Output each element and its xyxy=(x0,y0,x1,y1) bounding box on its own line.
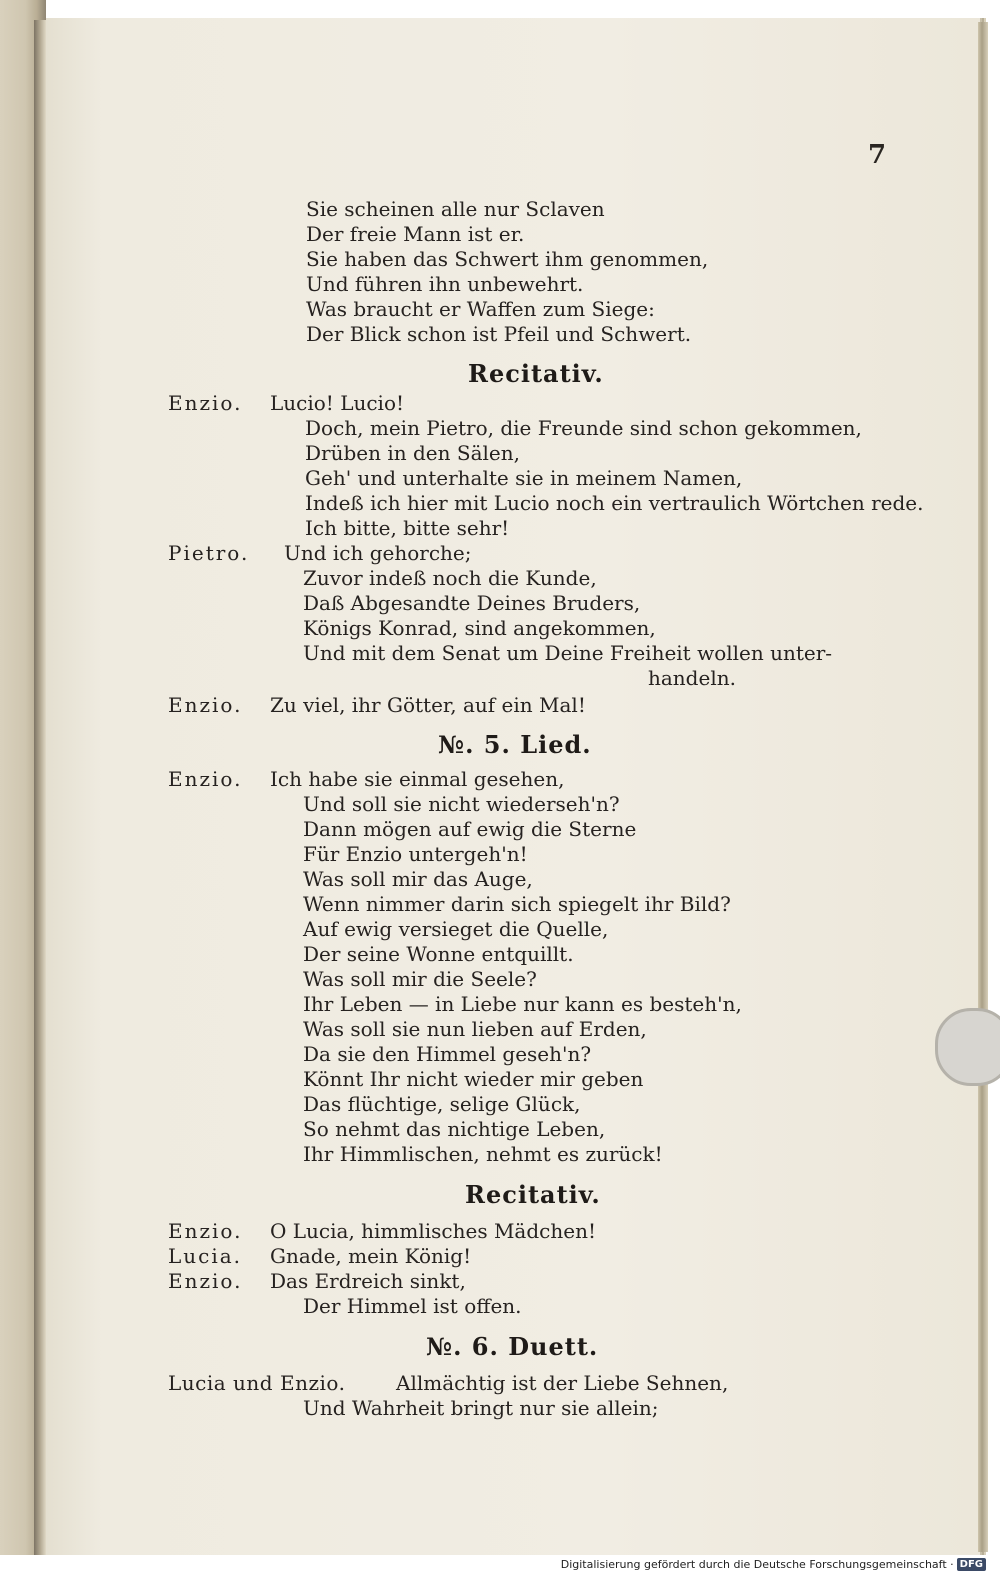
duett-line: Allmächtig ist der Liebe Sehnen, xyxy=(396,1371,729,1395)
lied-line: Dann mögen auf ewig die Sterne xyxy=(303,817,637,841)
verse-line: Der freie Mann ist er. xyxy=(306,222,525,246)
section-heading-recitativ: Recitativ. xyxy=(465,1180,601,1209)
lied-line: Da sie den Himmel geseh'n? xyxy=(303,1042,592,1066)
dialogue-line: Geh' und unterhalte sie in meinem Namen, xyxy=(305,466,743,490)
verse-line: Sie scheinen alle nur Sclaven xyxy=(306,197,605,221)
dialogue-line: Der Himmel ist offen. xyxy=(303,1294,522,1318)
speaker-name-pietro: Pietro. xyxy=(168,541,250,565)
section-heading-no5-lied: №. 5. Lied. xyxy=(438,730,592,759)
footer-credit-text: Digitalisierung gefördert durch die Deutsche Forschungsgemeinschaft · xyxy=(560,1558,954,1571)
verse-line: Und führen ihn unbewehrt. xyxy=(306,272,584,296)
dialogue-line: O Lucia, himmlisches Mädchen! xyxy=(270,1219,596,1243)
verse-line: Was braucht er Waffen zum Siege: xyxy=(306,297,655,321)
section-heading-recitativ: Recitativ. xyxy=(468,359,604,388)
lied-line: Der seine Wonne entquillt. xyxy=(303,942,574,966)
dialogue-line: Zuvor indeß noch die Kunde, xyxy=(303,566,597,590)
page-edge xyxy=(978,22,988,1552)
duett-line: Und Wahrheit bringt nur sie allein; xyxy=(303,1396,659,1420)
lied-line: So nehmt das nichtige Leben, xyxy=(303,1117,606,1141)
lied-line: Was soll mir das Auge, xyxy=(303,867,533,891)
dialogue-line: Und ich gehorche; xyxy=(284,541,472,565)
section-heading-no6-duett: №. 6. Duett. xyxy=(426,1332,599,1361)
lied-line: Was soll sie nun lieben auf Erden, xyxy=(303,1017,647,1041)
book-spine xyxy=(34,20,46,1555)
page-number: 7 xyxy=(868,140,887,170)
dialogue-line: Das Erdreich sinkt, xyxy=(270,1269,466,1293)
dialogue-line: Gnade, mein König! xyxy=(270,1244,472,1268)
lied-line: Für Enzio untergeh'n! xyxy=(303,842,528,866)
lied-line: Das flüchtige, selige Glück, xyxy=(303,1092,581,1116)
dialogue-line: Königs Konrad, sind angekommen, xyxy=(303,616,656,640)
dialogue-line: Drüben in den Sälen, xyxy=(305,441,520,465)
lied-line: Ihr Himmlischen, nehmt es zurück! xyxy=(303,1142,663,1166)
lied-line: Könnt Ihr nicht wieder mir geben xyxy=(303,1067,644,1091)
dialogue-line: Und mit dem Senat um Deine Freiheit wollen unter- xyxy=(303,641,833,665)
speaker-name-enzio: Enzio. xyxy=(168,693,243,717)
speaker-name-enzio: Enzio. xyxy=(168,391,243,415)
lied-line: Und soll sie nicht wiederseh'n? xyxy=(303,792,620,816)
dialogue-line: Daß Abgesandte Deines Bruders, xyxy=(303,591,641,615)
dialogue-line: Indeß ich hier mit Lucio noch ein vertraulich Wörtchen rede. xyxy=(305,491,924,515)
lied-line: Auf ewig versieget die Quelle, xyxy=(303,917,609,941)
dialogue-line: Ich bitte, bitte sehr! xyxy=(305,516,510,540)
dialogue-line: Zu viel, ihr Götter, auf ein Mal! xyxy=(270,693,586,717)
speaker-name-lucia: Lucia. xyxy=(168,1244,243,1268)
lied-line: Ihr Leben — in Liebe nur kann es besteh'n, xyxy=(303,992,742,1016)
lied-line: Wenn nimmer darin sich spiegelt ihr Bild? xyxy=(303,892,731,916)
dialogue-line: Lucio! Lucio! xyxy=(270,391,405,415)
dialogue-line: Doch, mein Pietro, die Freunde sind schon gekommen, xyxy=(305,416,862,440)
dfg-logo: DFG xyxy=(957,1558,986,1571)
speaker-name-enzio: Enzio. xyxy=(168,1219,243,1243)
speaker-name-lucia-und-enzio: Lucia und Enzio. xyxy=(168,1371,346,1395)
verse-line: Sie haben das Schwert ihm genommen, xyxy=(306,247,709,271)
scroll-tab-handle[interactable] xyxy=(935,1008,1000,1086)
speaker-name-enzio: Enzio. xyxy=(168,1269,243,1293)
lied-line: Was soll mir die Seele? xyxy=(303,967,537,991)
speaker-name-enzio: Enzio. xyxy=(168,767,243,791)
verse-line: Der Blick schon ist Pfeil und Schwert. xyxy=(306,322,692,346)
lied-line: Ich habe sie einmal gesehen, xyxy=(270,767,565,791)
footer-credit xyxy=(561,1558,986,1571)
dialogue-line: handeln. xyxy=(648,666,736,690)
